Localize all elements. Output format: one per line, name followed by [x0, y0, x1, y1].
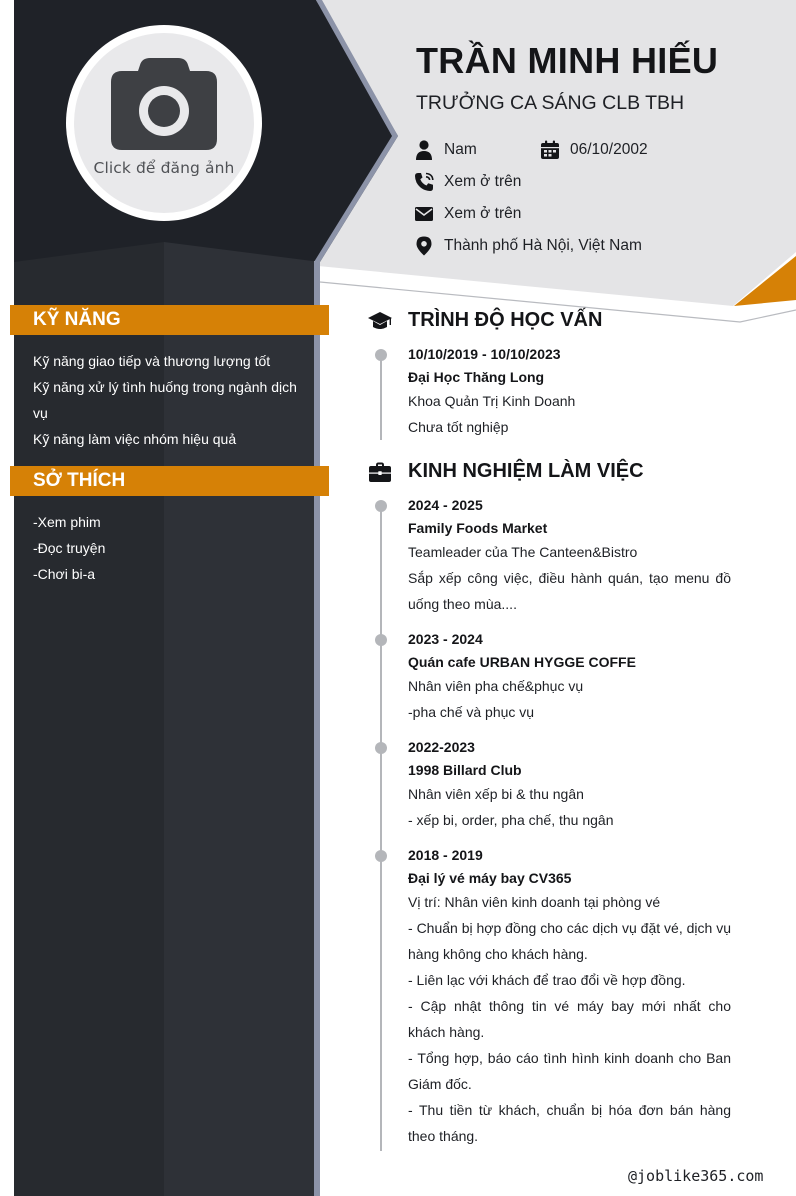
entry-line: Nhân viên xếp bi & thu ngân [408, 786, 584, 802]
timeline-dot [375, 349, 387, 361]
entry-line: - xếp bi, order, pha chế, thu ngân [408, 812, 614, 828]
hobby-item: -Xem phim [33, 514, 101, 530]
education-timeline [380, 352, 382, 440]
experience-entry [408, 738, 731, 833]
entry-line: - Liên lạc với khách để trao đổi về hợp đồng. [408, 972, 686, 988]
graduation-cap-icon [368, 309, 392, 333]
avatar-upload[interactable] [74, 33, 254, 213]
entry-line: - Tổng hợp, báo cáo tình hình kinh doanh cho Ban Giám đốc. [408, 1050, 731, 1092]
hobbies-list [33, 509, 305, 587]
hobby-item: -Chơi bi-a [33, 566, 96, 582]
entry-date: 2024 - 2025 [408, 497, 483, 513]
entry-date: 2022-2023 [408, 739, 475, 755]
entry-line: Teamleader của The Canteen&Bistro [408, 544, 638, 560]
timeline-dot [375, 500, 387, 512]
avatar-caption: Click để đăng ảnh [93, 159, 235, 177]
entry-line: - Cập nhật thông tin vé máy bay mới nhất cho khách hàng. [408, 998, 731, 1040]
candidate-title: TRƯỞNG CA SÁNG CLB TBH [416, 92, 685, 114]
map-pin-icon [414, 236, 434, 256]
experience-entry [408, 630, 731, 725]
skill-item: Kỹ năng làm việc nhóm hiệu quả [33, 431, 237, 447]
address-value: Thành phố Hà Nội, Việt Nam [444, 237, 642, 254]
phone-value: Xem ở trên [444, 173, 522, 190]
experience-entry [408, 846, 731, 1149]
address-row [414, 236, 642, 256]
hobby-item: -Đọc truyện [33, 540, 106, 556]
hobbies-heading: SỞ THÍCH [10, 466, 329, 496]
entry-line: Vị trí: Nhân viên kinh doanh tại phòng vé [408, 894, 661, 910]
gender-value: Nam [444, 141, 477, 158]
skill-item: Kỹ năng giao tiếp và thương lượng tốt [33, 353, 271, 369]
entry-line: -pha chế và phục vụ [408, 704, 535, 720]
skills-heading: KỸ NĂNG [10, 305, 329, 335]
experience-timeline [380, 503, 382, 1151]
timeline-dot [375, 742, 387, 754]
email-row [414, 204, 521, 224]
skill-item: Kỹ năng xử lý tình huống trong ngành dịch vụ [33, 379, 297, 421]
calendar-icon [540, 140, 560, 160]
entry-line: Khoa Quản Trị Kinh Doanh [408, 393, 576, 409]
entry-date: 2018 - 2019 [408, 847, 483, 863]
entry-org: Đại Học Thăng Long [408, 369, 545, 385]
gender-row [414, 140, 477, 160]
entry-org: Family Foods Market [408, 520, 548, 536]
envelope-icon [414, 204, 434, 224]
phone-icon [414, 172, 434, 192]
education-entry [408, 345, 731, 440]
experience-heading: KINH NGHIỆM LÀM VIỆC [408, 460, 644, 482]
timeline-dot [375, 850, 387, 862]
entry-line: Sắp xếp công việc, điều hành quán, tạo menu đồ uống theo mùa.... [408, 570, 731, 612]
education-heading: TRÌNH ĐỘ HỌC VẤN [408, 309, 603, 331]
briefcase-icon [368, 460, 392, 484]
birthdate-row [540, 140, 648, 160]
entry-line: Nhân viên pha chế&phục vụ [408, 678, 584, 694]
watermark: @joblike365.com [628, 1167, 764, 1185]
entry-date: 2023 - 2024 [408, 631, 483, 647]
entry-org: Quán cafe URBAN HYGGE COFFE [408, 654, 636, 670]
entry-org: Đại lý vé máy bay CV365 [408, 870, 572, 886]
birthdate-value: 06/10/2002 [570, 141, 648, 158]
phone-row [414, 172, 521, 192]
user-icon [414, 140, 434, 160]
entry-line: Chưa tốt nghiệp [408, 419, 509, 435]
entry-line: - Thu tiền từ khách, chuẩn bị hóa đơn bán hàng theo tháng. [408, 1102, 731, 1144]
experience-entry [408, 496, 731, 617]
camera-icon [110, 57, 218, 151]
email-value: Xem ở trên [444, 205, 522, 222]
entry-org: 1998 Billard Club [408, 762, 522, 778]
entry-line: - Chuẩn bị hợp đồng cho các dịch vụ đặt vé, dịch vụ hàng không cho khách hàng. [408, 920, 731, 962]
timeline-dot [375, 634, 387, 646]
candidate-name: TRẦN MINH HIẾU [416, 40, 719, 81]
entry-date: 10/10/2019 - 10/10/2023 [408, 346, 561, 362]
skills-list [33, 348, 305, 452]
